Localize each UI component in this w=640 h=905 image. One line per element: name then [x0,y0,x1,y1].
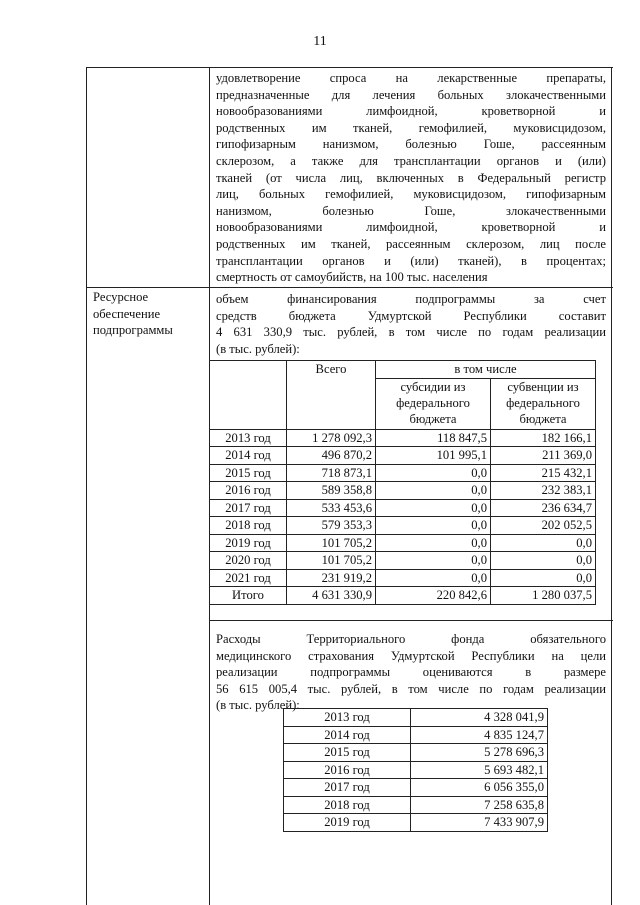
text-line: родственных им тканей, гемофилией, муковисцидозом, [216,120,606,135]
cell-year: 2019 год [210,534,287,552]
cell-total: 533 453,6 [287,499,376,517]
cell-year: 2013 год [210,429,287,447]
cell-total: 718 873,1 [287,464,376,482]
table-row [284,744,548,762]
cell-subsidies: 118 847,5 [376,429,491,447]
cell-subsidies: 220 842,6 [376,587,491,605]
cell-year: 2017 год [284,779,411,797]
text-line: Расходы Территориального фонда обязательного [216,632,606,646]
cell-total: 101 705,2 [287,552,376,570]
subsidies-header: субсидии из федерального бюджета [376,378,491,429]
section-label-resource-support: Ресурсное обеспечение подпрограммы [93,290,173,338]
table-row [284,779,548,797]
cell-year: 2015 год [210,464,287,482]
cell-total: 101 705,2 [287,534,376,552]
cell-value: 5 693 482,1 [411,761,548,779]
cell-year: 2015 год [284,744,411,762]
cell-subventions: 1 280 037,5 [491,587,596,605]
table-row [210,447,596,465]
text-line: 4 631 330,9 тыс. рублей, в том числе по годам реализации [216,325,606,340]
cell-year: 2018 год [284,796,411,814]
text-line: гипофизарным нанизмом, болезнью Гоше, рассеянным [216,137,606,152]
cell-subsidies: 0,0 [376,534,491,552]
table-row [284,796,548,814]
table-row [210,534,596,552]
table-row [284,726,548,744]
table-row [210,517,596,535]
cell-year: 2013 год [284,709,411,727]
page-number: 11 [313,34,327,49]
cell-subsidies: 0,0 [376,569,491,587]
text-line: реализации подпрограммы оцениваются в размере [216,665,606,680]
in-that-number-header: в том числе [376,361,596,379]
text-line: 56 615 005,4 тыс. рублей, в том числе по годам реализации [216,681,606,696]
cell-subventions: 0,0 [491,569,596,587]
text-line: медицинского страхования Удмуртской Республики на цели [216,648,606,663]
row-divider [87,287,613,288]
financing-description [216,291,606,357]
table-row [210,569,596,587]
text-line: склерозом, а также для трансплантации органов и (или) [216,153,606,168]
total-header: Всего [287,361,376,430]
cell-value: 4 835 124,7 [411,726,548,744]
tfoms-table [283,708,548,832]
cell-year: 2016 год [210,482,287,500]
table-row [210,499,596,517]
cell-subventions: 215 432,1 [491,464,596,482]
table-row [284,761,548,779]
table-row [210,482,596,500]
cell-year: 2014 год [210,447,287,465]
year-header [210,361,287,430]
cell-value: 5 278 696,3 [411,744,548,762]
cell-subventions: 0,0 [491,534,596,552]
passport-table [86,67,612,905]
cell-year: 2019 год [284,814,411,832]
table-row [210,552,596,570]
cell-total: 231 919,2 [287,569,376,587]
cell-value: 7 433 907,9 [411,814,548,832]
cell-subsidies: 0,0 [376,499,491,517]
cell-subventions: 211 369,0 [491,447,596,465]
table-row [284,814,548,832]
cell-subventions: 236 634,7 [491,499,596,517]
cell-total: 579 353,3 [287,517,376,535]
text-line: родственных им тканей, рассеянным склерозом, лиц после [216,236,606,251]
text-line: (в тыс. рублей): [216,698,300,713]
table-row [210,464,596,482]
cell-total: 496 870,2 [287,447,376,465]
cell-subventions: 232 383,1 [491,482,596,500]
text-line: смертность от самоубийств, на 100 тыс. населения [216,270,488,285]
cell-total: 1 278 092,3 [287,429,376,447]
cell-subventions: 202 052,5 [491,517,596,535]
tfoms-description [216,631,606,714]
cell-year: 2018 год [210,517,287,535]
cell-subsidies: 0,0 [376,552,491,570]
cell-total: 589 358,8 [287,482,376,500]
cell-subventions: 182 166,1 [491,429,596,447]
cell-year: 2014 год [284,726,411,744]
table-top-border [87,67,613,68]
cell-year: Итого [210,587,287,605]
text-line: новообразованиями лимфоидной, кроветворной и [216,104,606,119]
text-line: лиц, больных гемофилией, муковисцидозом, гипофизарным [216,187,606,202]
cell-value: 7 258 635,8 [411,796,548,814]
text-line: средств бюджета Удмуртской Республики составит [216,308,606,323]
subventions-header: субвенции из федерального бюджета [491,378,596,429]
text-line: нанизмом, болезнью Гоше, злокачественными [216,203,606,218]
financing-table [209,360,596,605]
cell-value: 4 328 041,9 [411,709,548,727]
cell-subsidies: 0,0 [376,482,491,500]
cell-year: 2020 год [210,552,287,570]
indicator-text-continued [216,70,606,286]
cell-year: 2021 год [210,569,287,587]
text-line: предназначенные для лечения больных злокачественными [216,87,606,102]
table-row [284,709,548,727]
cell-year: 2016 год [284,761,411,779]
cell-subventions: 0,0 [491,552,596,570]
text-line: трансплантации органов и (или) тканей), в процентах; [216,253,606,268]
text-line: объем финансирования подпрограммы за счет [216,292,606,306]
text-line: удовлетворение спроса на лекарственные препараты, [216,71,606,85]
text-line: (в тыс. рублей): [216,341,300,356]
cell-total: 4 631 330,9 [287,587,376,605]
cell-value: 6 056 355,0 [411,779,548,797]
subrow-divider [209,620,613,621]
text-line: новообразованиями лимфоидной, кроветворной и [216,220,606,235]
table-row [210,429,596,447]
text-line: тканей (от числа лиц, включенных в Федеральный регистр [216,170,606,185]
cell-subsidies: 0,0 [376,517,491,535]
cell-subsidies: 0,0 [376,464,491,482]
cell-subsidies: 101 995,1 [376,447,491,465]
cell-year: 2017 год [210,499,287,517]
table-row [210,587,596,605]
